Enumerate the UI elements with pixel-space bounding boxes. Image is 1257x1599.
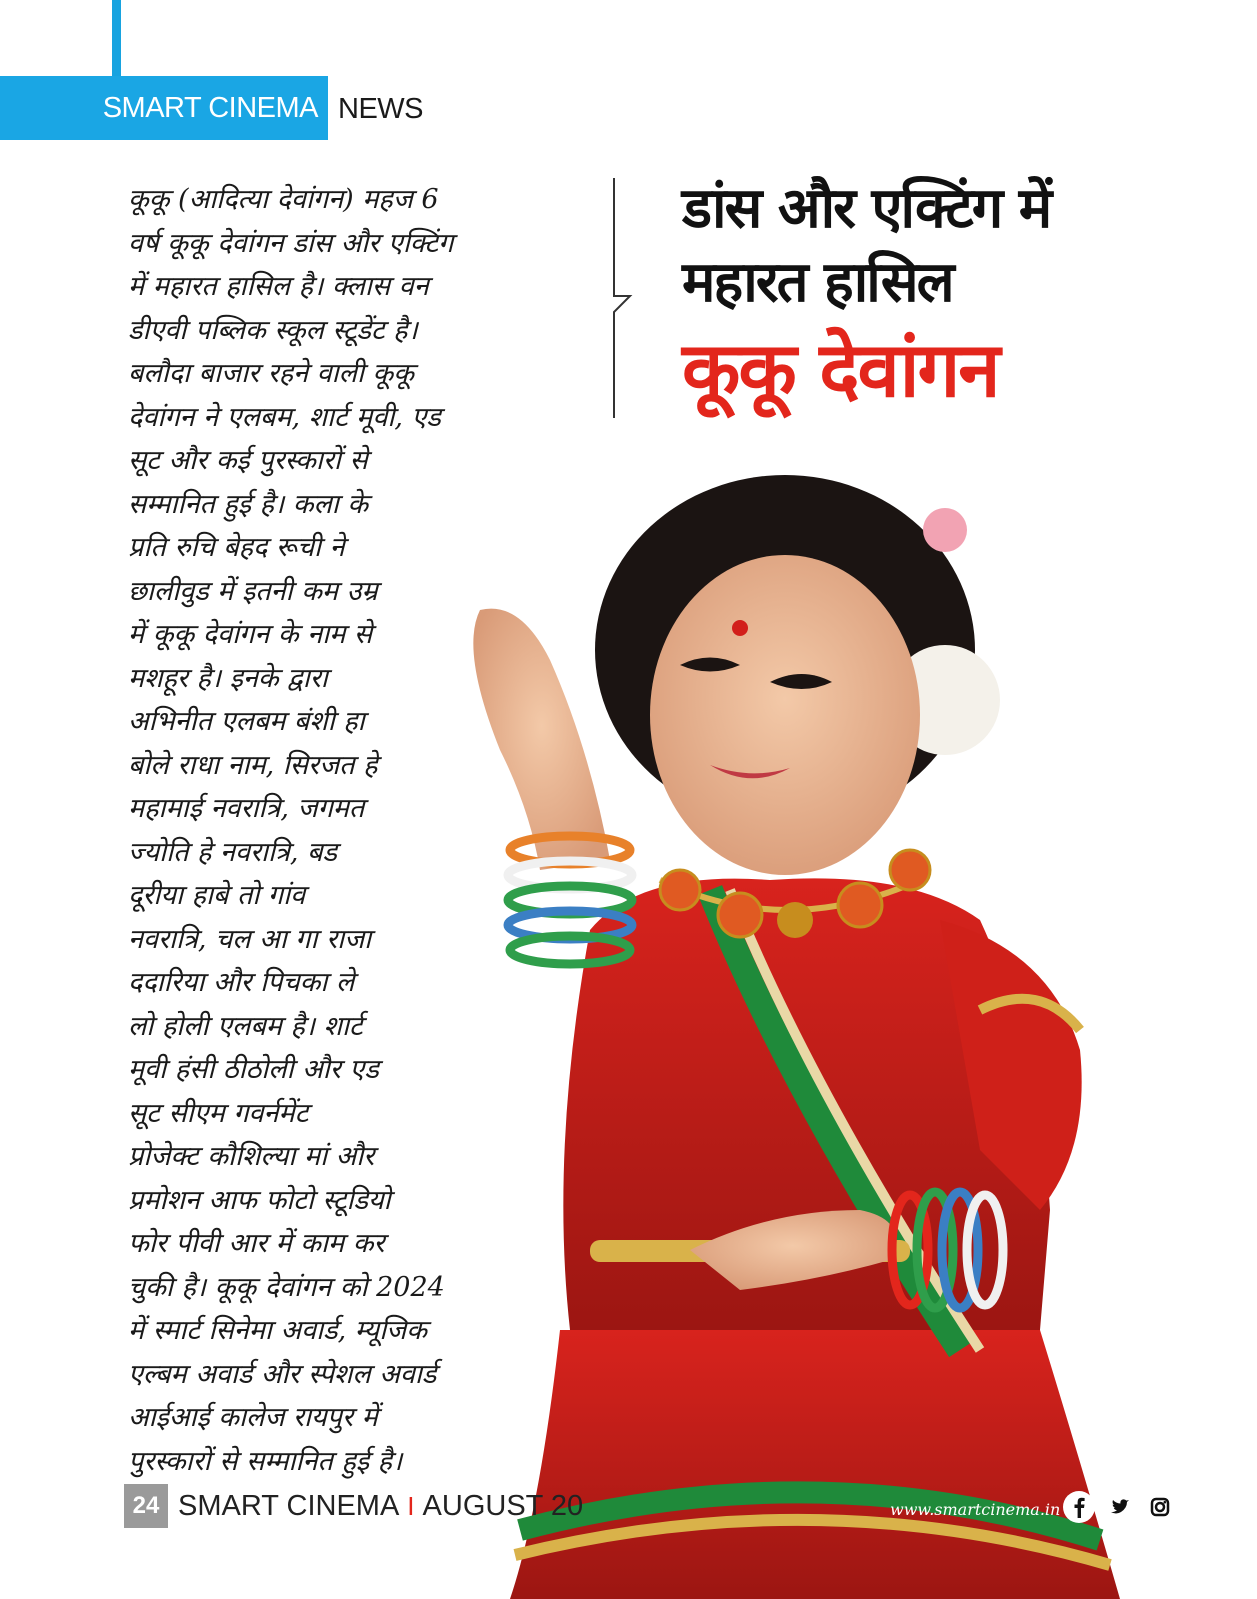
footer-url[interactable]: www.smartcinema.in — [890, 1500, 1061, 1519]
headline-line-1: डांस और एक्टिंग में — [682, 176, 1051, 241]
header-brand: SMART CINEMA — [102, 91, 318, 124]
page-number: 24 — [124, 1484, 168, 1528]
twitter-icon[interactable] — [1103, 1490, 1137, 1524]
footer-title — [178, 1490, 583, 1523]
headline-divider — [610, 178, 640, 418]
article-body: कूकू (आदित्या देवांगन) महज 6 वर्ष कूकू देवांगन डांस और एक्टिंग में महारत हासिल है। क्लास वन डीएवी पब्लिक स्कूल स्टूडेंट है। बलौदा बाजार रहने वाली कूकू देवांगन ने एलबम, शार्ट मूवी, एड सूट और कई पुरस्कारों से सम्मानित हुई है। कला के प्रति रुचि बेहद रूची ने छालीवुड में इतनी कम उम्र में कूकू देवांगन के नाम से मशहूर है। इनके द्वारा अभिनीत एलबम बंशी हा बोले राधा नाम, सिरजत हे महामाई नवरात्रि, जगमत ज्योति हे नवरात्रि, बड दूरीया हाबे तो गांव नवरात्रि, चल आ गा राजा ददारिया और पिचका ले लो होली एलबम है। शार्ट मूवी हंसी ठीठोली और एड सूट सीएम गवर्नमेंट प्रोजेक्ट कौशिल्या मां और प्रमोशन आफ फोटो स्टूडियो फोर पीवी आर में काम कर चुकी है। कूकू देवांगन को 2024 में स्मार्ट सिनेमा अवार्ड, म्यूजिक एल्बम अवार्ड और स्पेशल अवार्ड आईआई कालेज रायपुर में पुरस्कारों से सम्मानित हुई है। — [128, 184, 454, 1477]
headline-line-2: महारत हासिल — [682, 250, 953, 315]
headline — [682, 172, 1202, 418]
header-section-label: NEWS — [338, 93, 423, 125]
footer-magazine: SMART CINEMA — [178, 1490, 400, 1522]
footer-issue: AUGUST 20 — [422, 1490, 584, 1522]
facebook-icon[interactable] — [1062, 1490, 1096, 1524]
header-accent-line — [112, 0, 121, 76]
footer-separator: I — [407, 1491, 415, 1521]
headline-name: कूकू देवांगन — [682, 325, 999, 414]
dancer-photo — [440, 450, 1140, 1599]
instagram-icon[interactable] — [1143, 1490, 1177, 1524]
section-header-tab — [0, 76, 328, 140]
